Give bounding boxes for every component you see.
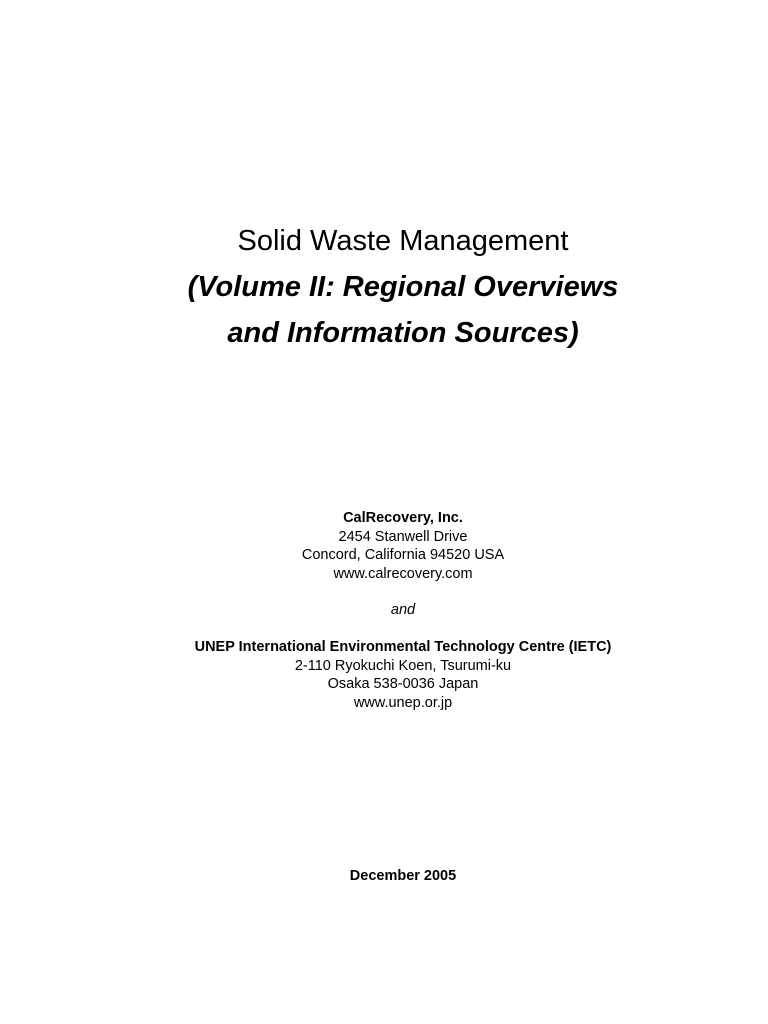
org2-address-line-1: 2-110 Ryokuchi Koen, Tsurumi-ku (294, 657, 512, 674)
publication-date: December 2005 (349, 868, 457, 884)
org1-address-line-1: 2454 Stanwell Drive (338, 528, 468, 545)
title-subtitle-line-2: and Information Sources) (227, 317, 579, 349)
author-organization-1 (0, 509, 768, 583)
org1-website: www.calrecovery.com (333, 565, 473, 582)
org1-address-line-2: Concord, California 94520 USA (301, 547, 505, 563)
conjunction-text: and (390, 602, 416, 618)
author-organization-2 (0, 638, 768, 712)
org1-name: CalRecovery, Inc. (343, 510, 463, 526)
title-subtitle-line-1: (Volume II: Regional Overviews (187, 271, 619, 303)
org2-address-line-2: Osaka 538-0036 Japan (327, 676, 479, 692)
org2-name: UNEP International Environmental Technology Centre (IETC) (194, 639, 612, 655)
title-main: Solid Waste Management (237, 225, 569, 257)
org2-website: www.unep.or.jp (353, 694, 453, 711)
document-title (0, 218, 768, 356)
